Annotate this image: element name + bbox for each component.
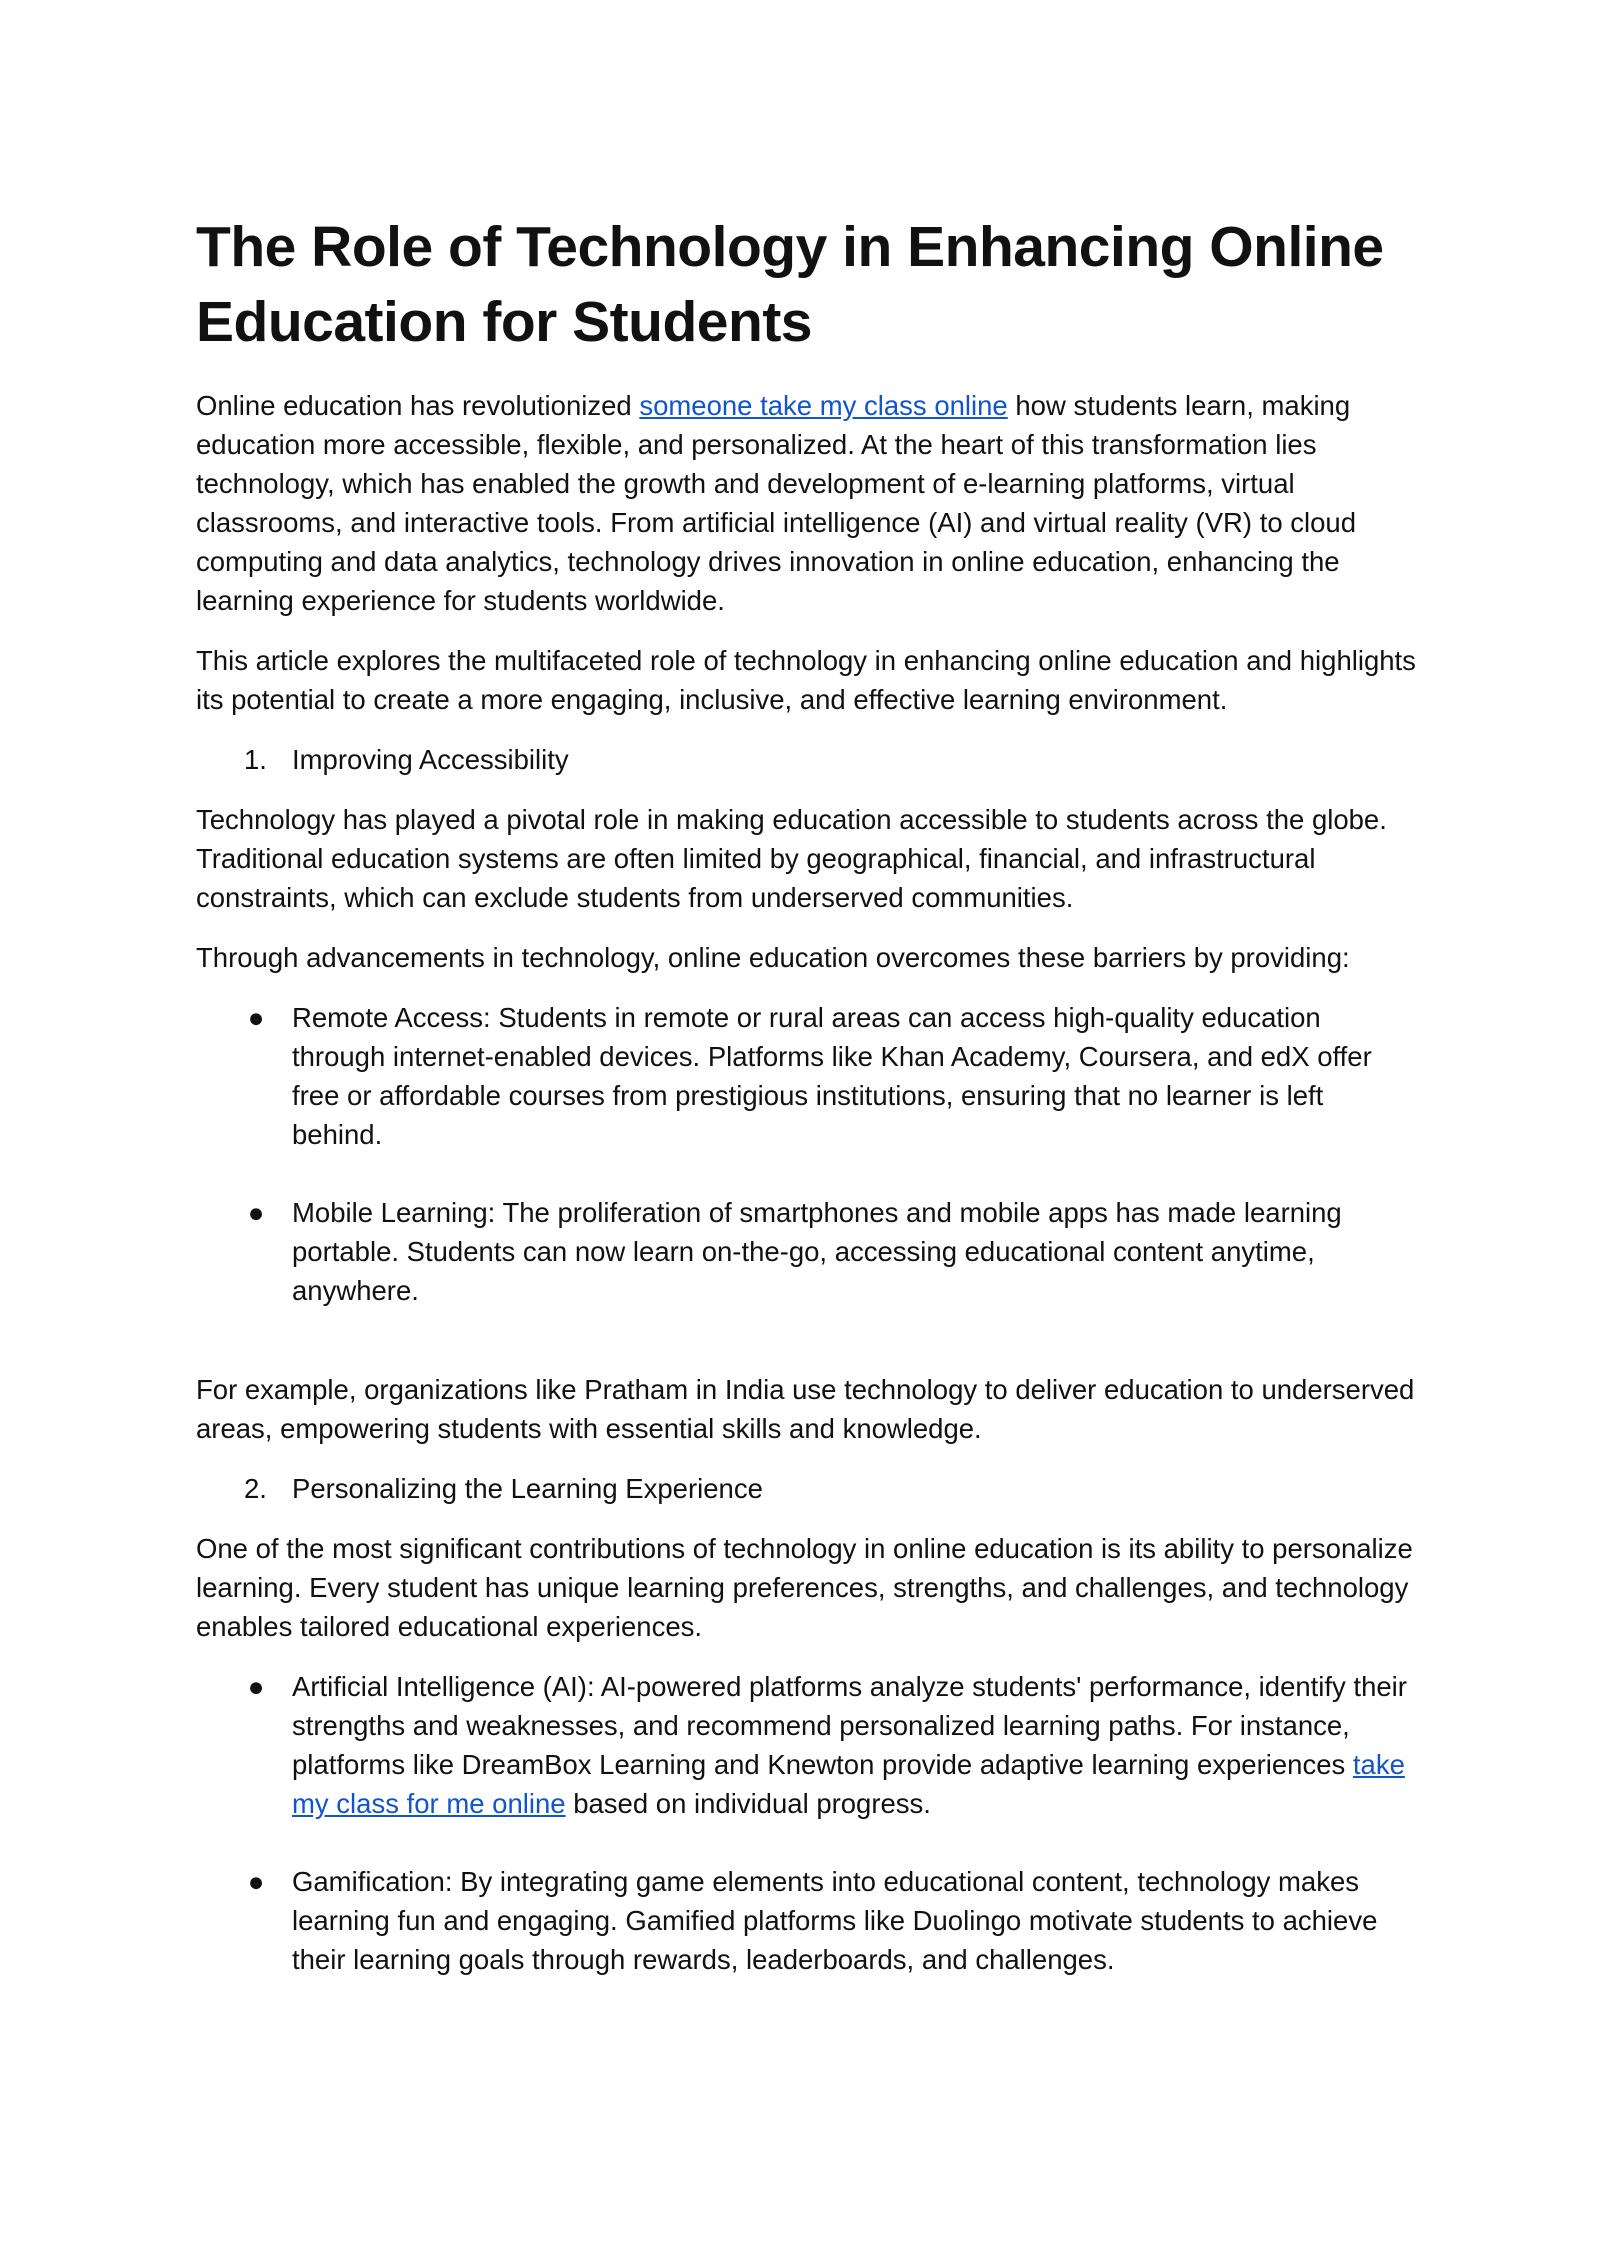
list-item: [196, 1667, 1416, 1823]
personalizing-bullet-list: [196, 1667, 1416, 1979]
bullet-icon: ●: [247, 1671, 265, 1702]
example-paragraph: For example, organizations like Pratham in India use technology to deliver education to underserved areas, empowering students with essential skills and knowledge.: [196, 1374, 1415, 1444]
list-item-text-after: based on individual progress.: [565, 1788, 931, 1819]
page-title: The Role of Technology in Enhancing Online Education for Students: [196, 215, 1384, 354]
bullet-icon: ●: [247, 1197, 265, 1228]
bullet-icon: ●: [247, 1866, 265, 1897]
list-item: [196, 1862, 1416, 1979]
list-item-text: Remote Access: Students in remote or rural areas can access high-quality education through internet-enabled devices. Platforms like Khan Academy, Coursera, and edX offer free or affordable courses from prestigious institutions, ensuring that no learner is left behind.: [292, 1002, 1372, 1150]
bullet-icon: ●: [247, 1002, 265, 1033]
article-intro-paragraph: This article explores the multifaceted role of technology in enhancing online education and highlights its potential to create a more engaging, inclusive, and effective learning environment.: [196, 645, 1416, 715]
section-heading-text: Personalizing the Learning Experience: [292, 1473, 763, 1504]
accessibility-bullet-list: [196, 998, 1416, 1310]
list-item-text: Gamification: By integrating game elements into educational content, technology makes learning fun and engaging. Gamified platforms like Duolingo motivate students to achieve their learning goals through rewards, leaderboards, and challenges.: [292, 1866, 1378, 1975]
section-heading-personalizing: [196, 1469, 1416, 1508]
personalizing-paragraph: One of the most significant contributions of technology in online education is its ability to personalize learning. Every student has unique learning preferences, strengths, and challenges, and technology enables tailored educational experiences.: [196, 1533, 1413, 1642]
advancements-paragraph: Through advancements in technology, online education overcomes these barriers by providing:: [196, 942, 1350, 973]
section-number: 2.: [244, 1473, 267, 1504]
intro-text-before: Online education has revolutionized: [196, 390, 640, 421]
list-item-text-before: Artificial Intelligence (AI): AI-powered platforms analyze students' performance, identify their strengths and weaknesses, and recommend personalized learning paths. For instance, platforms like DreamBox Learning and Knewton provide adaptive learning experiences: [292, 1671, 1407, 1780]
list-item-text: Mobile Learning: The proliferation of smartphones and mobile apps has made learning portable. Students can now learn on-the-go, accessing educational content anytime, anywhere.: [292, 1197, 1342, 1306]
section-heading-accessibility: [196, 740, 1416, 779]
list-item: [196, 998, 1416, 1154]
inline-link-someone-take-my-class[interactable]: someone take my class online: [639, 390, 1008, 421]
section-number: 1.: [244, 744, 267, 775]
section-heading-text: Improving Accessibility: [292, 744, 569, 775]
inline-link-take-my-class-for-me[interactable]: take my class for me online: [292, 1749, 1405, 1819]
intro-paragraph: [196, 386, 1416, 620]
accessibility-paragraph: Technology has played a pivotal role in making education accessible to students across the globe. Traditional education systems are often limited by geographical, financial, and infrastructural constraints, which can exclude students from underserved communities.: [196, 804, 1387, 913]
intro-text-after: how students learn, making education more accessible, flexible, and personalized. At the heart of this transformation lies technology, which has enabled the growth and development of e-learning platforms, virtual classrooms, and interactive tools. From artificial intelligence (AI) and virtual reality (VR) to cloud computing and data analytics, technology drives innovation in online education, enhancing the learning experience for students worldwide.: [196, 390, 1357, 616]
document-page: [196, 210, 1416, 2018]
list-item: [196, 1193, 1416, 1310]
